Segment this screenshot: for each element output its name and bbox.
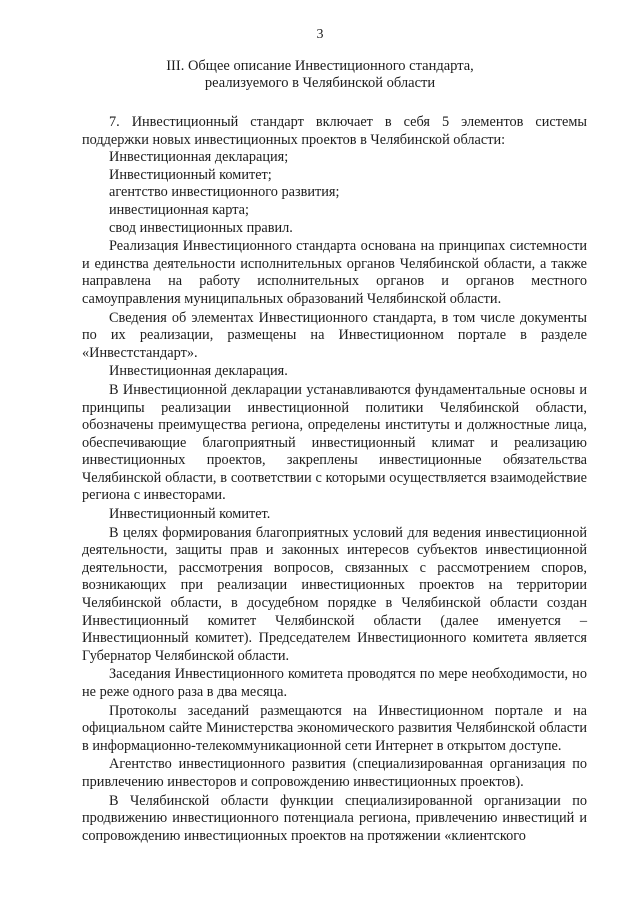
paragraph-principles: Реализация Инвестиционного стандарта основана на принципах системности и единства деятельности исполнительных органов Челябинской области, а также направлена на работу исполнительных органов и органов местного самоуправления муниципальных образований Челябинской области. [82,238,587,307]
section-heading-line-2: реализуемого в Челябинской области [204,75,436,91]
paragraph-committee: В целях формирования благоприятных условий для ведения инвестиционной деятельности, защиты прав и законных интересов субъектов инвестиционной деятельности, рассмотрения вопросов, связанных с рассмотрением споров, возникающих при реализации инвестиционных проектов на территории Челябинской области, в досудебном порядке в Челябинской области создан Инвестиционный комитет Челябинской области (далее именуется – Инвестиционный комитет). Председателем Инвестиционного комитета является Губернатор Челябинской области. [82,524,587,664]
paragraph-elements-intro: 7. Инвестиционный стандарт включает в себя 5 элементов системы поддержки новых инвестиционных проектов в Челябинской области: [82,114,587,148]
subheading-declaration: Инвестиционная декларация. [109,363,288,380]
section-heading-line-1: III. Общее описание Инвестиционного стандарта, [166,58,474,74]
list-item: инвестиционная карта; [109,201,249,218]
list-item: агентство инвестиционного развития; [109,184,340,201]
list-item: Инвестиционная декларация; [109,149,289,166]
paragraph-agency-functions: В Челябинской области функции специализированной организации по продвижению инвестиционного потенциала региона, привлечению инвестиций и сопровождению инвестиционных проектов на протяжении «клиентского [82,792,587,844]
document-body [82,114,587,845]
paragraph-meetings: Заседания Инвестиционного комитета проводятся по мере необходимости, но не реже одного раза в два месяца. [82,666,587,700]
list-item: Инвестиционный комитет; [109,166,272,183]
paragraph-protocols: Протоколы заседаний размещаются на Инвестиционном портале и на официальном сайте Министерства экономического развития Челябинской области в информационно-телекоммуникационной сети Интернет в открытом доступе. [82,702,587,754]
section-heading [0,58,640,92]
page-number: 3 [316,27,324,42]
list-item: свод инвестиционных правил. [109,219,293,236]
paragraph-agency: Агентство инвестиционного развития (специализированная организация по привлечению инвесторов и сопровождению инвестиционных проектов). [82,756,587,790]
paragraph-declaration: В Инвестиционной декларации устанавливаются фундаментальные основы и принципы реализации инвестиционной политики Челябинской области, обозначены преимущества региона, определены институты и должностные лица, обеспечивающие благоприятный инвестиционный климат и реализацию инвестиционных проектов, закреплены инвестиционные обязательства Челябинской области, в соответствии с которыми осуществляется взаимодействие региона с инвесторами. [82,381,587,504]
paragraph-portal-info: Сведения об элементах Инвестиционного стандарта, в том числе документы по их реализации, размещены на Инвестиционном портале в разделе «Инвестстандарт». [82,309,587,361]
subheading-committee: Инвестиционный комитет. [109,506,271,523]
